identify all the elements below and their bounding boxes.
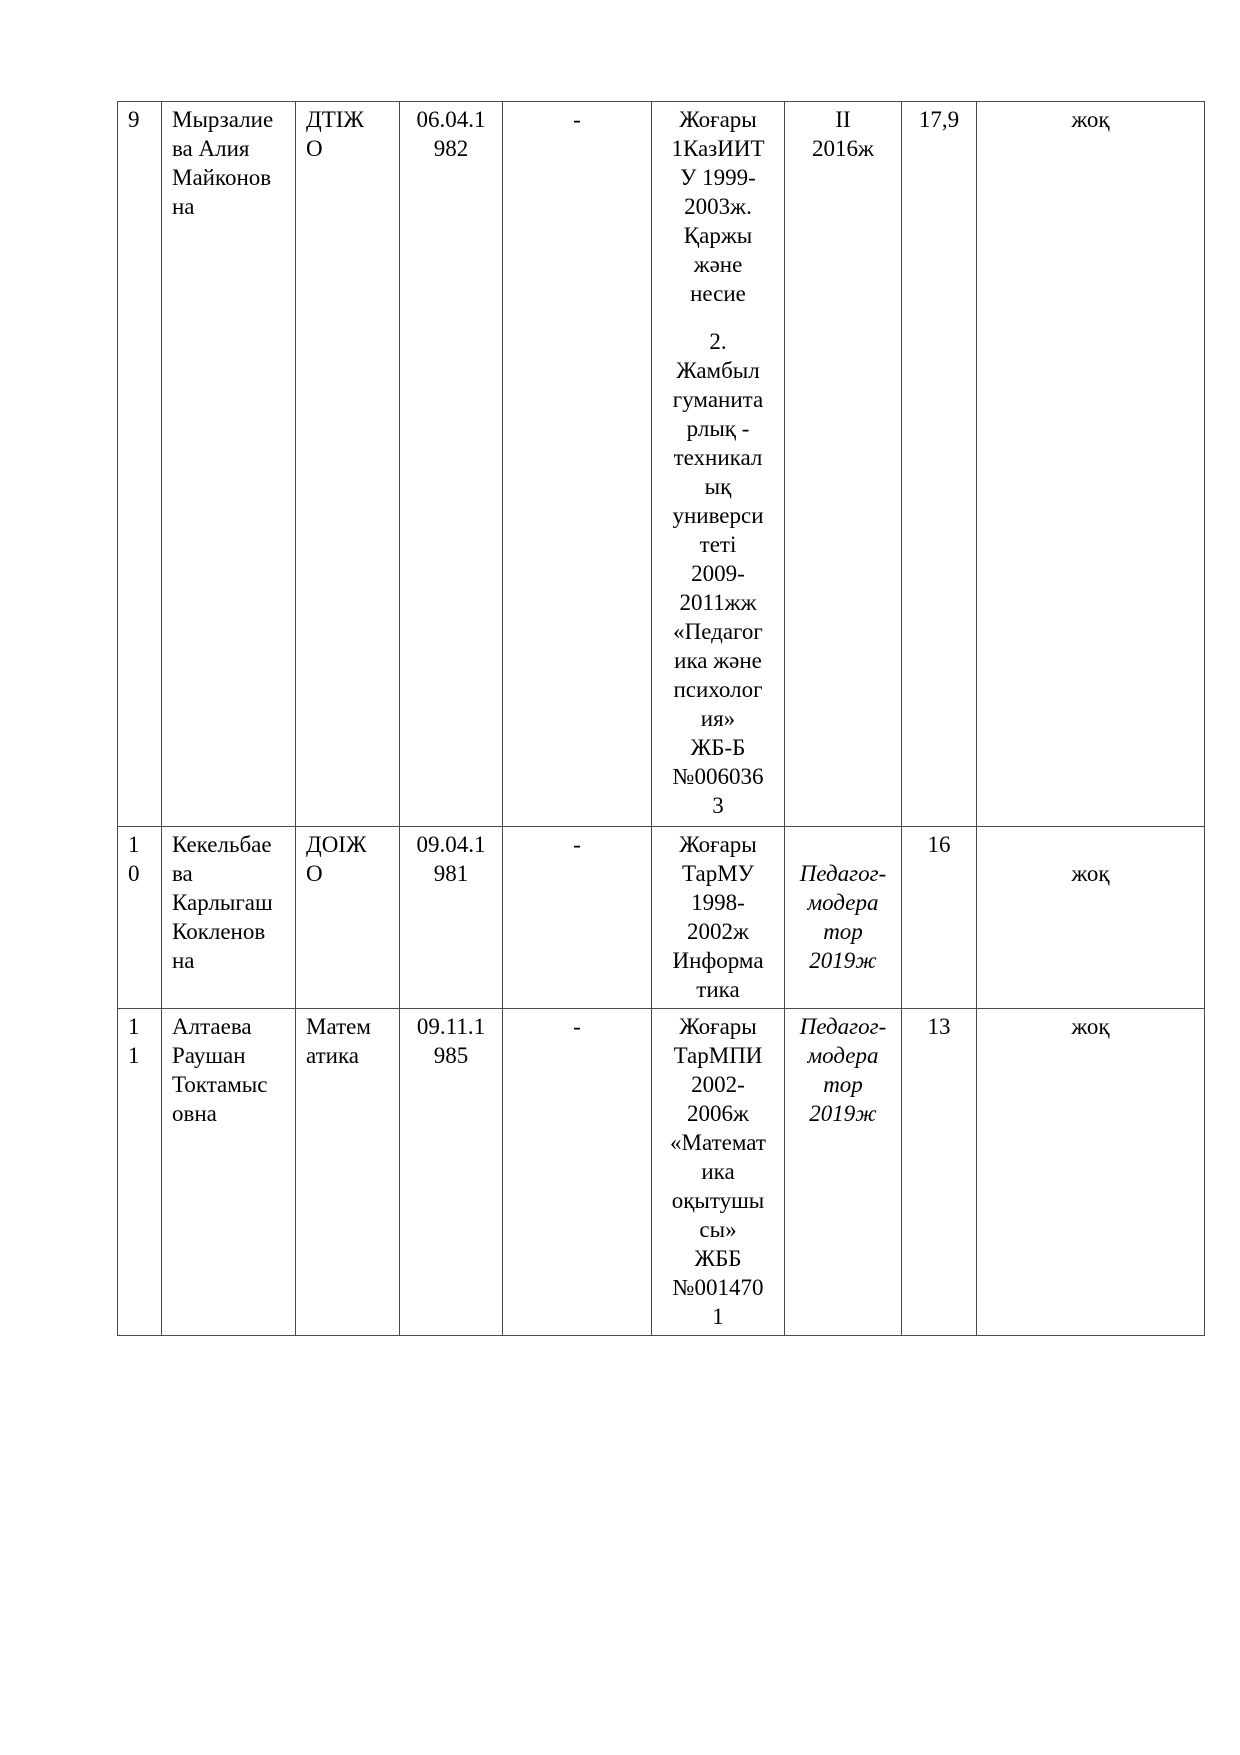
row-number-line: 0 — [128, 861, 140, 886]
teacher-name-line: Карлыгаш — [172, 890, 273, 915]
education-line: Жоғары — [679, 107, 757, 132]
education-line: сы» — [699, 1217, 737, 1242]
category-cell — [785, 827, 902, 1009]
education-line: ЖБ-Б — [690, 735, 746, 760]
education-line: ЖББ — [694, 1246, 742, 1271]
category-line: модера — [807, 1043, 879, 1068]
birth-date-line: 985 — [433, 1043, 469, 1068]
table-row — [118, 827, 1205, 1009]
subject-line: атика — [306, 1043, 360, 1068]
birth-date-cell — [400, 827, 503, 1009]
experience-cell — [902, 1009, 977, 1336]
teacher-name-line: Майконов — [172, 165, 272, 190]
birth-date-line: 06.04.1 — [416, 107, 486, 132]
education-line: 2011жж — [679, 590, 757, 615]
category-line: Педагог- — [799, 1014, 887, 1039]
dash-value: - — [573, 1014, 581, 1039]
dash-value: - — [573, 107, 581, 132]
education-gap — [662, 308, 774, 327]
experience-cell — [902, 827, 977, 1009]
education-line: ика — [701, 1159, 735, 1184]
row-number-line: 1 — [128, 832, 140, 857]
awards-value: жоқ — [1071, 861, 1110, 886]
teacher-name-line: на — [172, 194, 195, 219]
education-line: 1КазИИТ — [671, 136, 765, 161]
birth-date-line: 981 — [433, 861, 469, 886]
empty-dash-cell — [503, 827, 652, 1009]
subject-line: О — [306, 136, 323, 161]
category-line: тор — [823, 1072, 863, 1097]
education-line: Қаржы — [683, 223, 753, 248]
row-number-cell — [118, 1009, 162, 1336]
empty-dash-cell — [503, 102, 652, 827]
education-line: универси — [672, 503, 764, 528]
education-line: және — [693, 252, 743, 277]
awards-cell — [977, 1009, 1205, 1336]
staff-table — [117, 101, 1205, 1336]
birth-date-line: 09.11.1 — [416, 1014, 486, 1039]
subject-line: Матем — [306, 1014, 371, 1039]
education-line: 2006ж — [687, 1101, 749, 1126]
teacher-name-line: ва — [172, 861, 193, 886]
subject-cell — [296, 102, 400, 827]
education-line: «Педагог — [673, 619, 763, 644]
teacher-name-line: овна — [172, 1101, 217, 1126]
education-cell — [652, 1009, 785, 1336]
birth-date-cell — [400, 1009, 503, 1336]
category-line: тор — [823, 919, 863, 944]
education-line: гуманита — [672, 387, 764, 412]
education-line: оқытушы — [671, 1188, 765, 1213]
teacher-name-line: Кокленов — [172, 919, 266, 944]
awards-spacer — [987, 830, 1194, 859]
education-line: Жоғары — [679, 1014, 757, 1039]
teacher-name-line: ва Алия — [172, 136, 250, 161]
category-line: 2016ж — [812, 136, 874, 161]
birth-date-line: 982 — [433, 136, 469, 161]
category-spacer — [795, 830, 891, 859]
education-line: Жоғары — [679, 832, 757, 857]
teacher-name-line: Раушан — [172, 1043, 246, 1068]
education-line: теті — [699, 532, 737, 557]
education-line: 2002ж — [687, 919, 749, 944]
teacher-name-line: Мырзалие — [172, 107, 274, 132]
education-line: 1 — [712, 1304, 724, 1329]
education-line: №001470 — [672, 1275, 764, 1300]
category-line: модера — [807, 890, 879, 915]
row-number-cell — [118, 102, 162, 827]
education-line: №006036 — [672, 764, 764, 789]
education-line: «Математ — [670, 1130, 766, 1155]
education-line: 2003ж. — [684, 194, 752, 219]
education-cell — [652, 827, 785, 1009]
row-number: 9 — [128, 107, 140, 132]
experience-value: 17,9 — [918, 107, 960, 132]
row-number-line: 1 — [128, 1043, 140, 1068]
teacher-name-line: Токтамыс — [172, 1072, 268, 1097]
subject-cell — [296, 1009, 400, 1336]
education-line: ика және — [674, 648, 762, 673]
subject-line: ДОІЖ — [306, 832, 367, 857]
education-cell — [652, 102, 785, 827]
subject-cell — [296, 827, 400, 1009]
birth-date-cell — [400, 102, 503, 827]
category-cell — [785, 1009, 902, 1336]
birth-date-line: 09.04.1 — [416, 832, 486, 857]
education-line: ия» — [700, 706, 736, 731]
experience-value: 16 — [927, 832, 951, 857]
row-number-cell — [118, 827, 162, 1009]
teacher-name-cell — [162, 102, 296, 827]
row-number-line: 1 — [128, 1014, 140, 1039]
experience-value: 13 — [927, 1014, 951, 1039]
teacher-name-cell — [162, 827, 296, 1009]
awards-cell — [977, 102, 1205, 827]
education-line: 1998- — [691, 890, 745, 915]
awards-value: жоқ — [1071, 107, 1110, 132]
education-line: 2009- — [691, 561, 745, 586]
category-line: II — [835, 107, 851, 132]
education-line: психолог — [673, 677, 763, 702]
awards-value: жоқ — [1071, 1014, 1110, 1039]
experience-cell — [902, 102, 977, 827]
education-line: Жамбыл — [676, 358, 760, 383]
teacher-name-line: на — [172, 948, 195, 973]
subject-line: ДТІЖ — [306, 107, 365, 132]
category-line: Педагог- — [799, 861, 887, 886]
education-line: У 1999- — [680, 165, 756, 190]
education-line: ТарМПИ — [673, 1043, 763, 1068]
education-line: тика — [696, 977, 740, 1002]
education-line: рлық - — [686, 416, 750, 441]
education-line: 2. — [709, 329, 727, 354]
education-line: ық — [704, 474, 732, 499]
education-line: Информа — [672, 948, 764, 973]
teacher-name-line: Кекельбае — [172, 832, 272, 857]
education-line: ТарМУ — [682, 861, 754, 886]
education-line: несие — [690, 281, 746, 306]
subject-line: О — [306, 861, 323, 886]
education-line: техникал — [673, 445, 763, 470]
awards-cell — [977, 827, 1205, 1009]
table-row — [118, 1009, 1205, 1336]
dash-value: - — [573, 832, 581, 857]
table-row — [118, 102, 1205, 827]
empty-dash-cell — [503, 1009, 652, 1336]
category-line: 2019ж — [809, 1101, 877, 1126]
teacher-name-cell — [162, 1009, 296, 1336]
category-line: 2019ж — [809, 948, 877, 973]
education-line: 2002- — [691, 1072, 745, 1097]
education-line: 3 — [712, 793, 724, 818]
teacher-name-line: Алтаева — [172, 1014, 252, 1039]
category-cell — [785, 102, 902, 827]
table-body — [118, 102, 1205, 1336]
